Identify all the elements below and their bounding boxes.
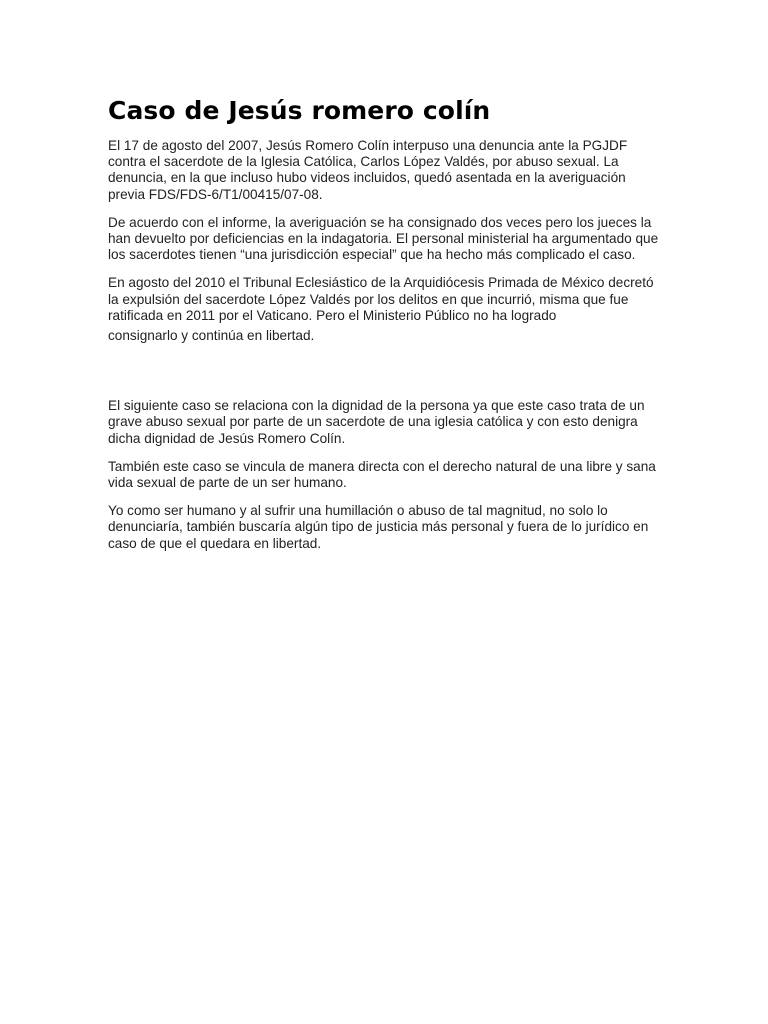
paragraph-tribunal-last-line: consignarlo y continúa en libertad. xyxy=(108,328,315,344)
paragraph-denuncia: El 17 de agosto del 2007, Jesús Romero Colín interpuso una denuncia ante la PGJDF contra el sacerdote de la Iglesia Católica, Carlos López Valdés, por abuso sexual. La denuncia, en la que incluso hubo videos incluidos, quedó asentada en la averiguación previa FDS/FDS-6/T1/00415/07-08. xyxy=(108,138,628,202)
blank-space xyxy=(108,344,664,398)
document-title: Caso de Jesús romero colín xyxy=(108,96,491,125)
paragraph-tribunal-text: En agosto del 2010 el Tribunal Eclesiástico de la Arquidiócesis Primada de México decretó la expulsión del sacerdote López Valdés por los delitos en que incurrió, misma que fue ratificada en 2011 por el Vaticano. Pero el Ministerio Público no ha logrado xyxy=(108,275,654,323)
paragraph-derecho-natural: También este caso se vincula de manera directa con el derecho natural de una libre y sana vida sexual de parte de un ser humano. xyxy=(108,458,656,491)
paragraph-tribunal xyxy=(108,275,664,344)
paragraph-averiguacion: De acuerdo con el informe, la averiguación se ha consignado dos veces pero los jueces la han devuelto por deficiencias en la indagatoria. El personal ministerial ha argumentado que los sacerdotes tienen “una jurisdicción especial” que ha hecho más complicado el caso. xyxy=(108,214,659,263)
document-content xyxy=(108,96,664,564)
paragraph-dignidad: El siguiente caso se relaciona con la dignidad de la persona ya que este caso trata de un grave abuso sexual por parte de un sacerdote de una iglesia católica y con esto denigra dicha dignidad de Jesús Romero Colín. xyxy=(108,398,645,446)
paragraph-opinion: Yo como ser humano y al sufrir una humillación o abuso de tal magnitud, no solo lo denunciaría, también buscaría algún tipo de justicia más personal y fuera de lo jurídico en caso de que el quedara en libertad. xyxy=(108,503,649,551)
